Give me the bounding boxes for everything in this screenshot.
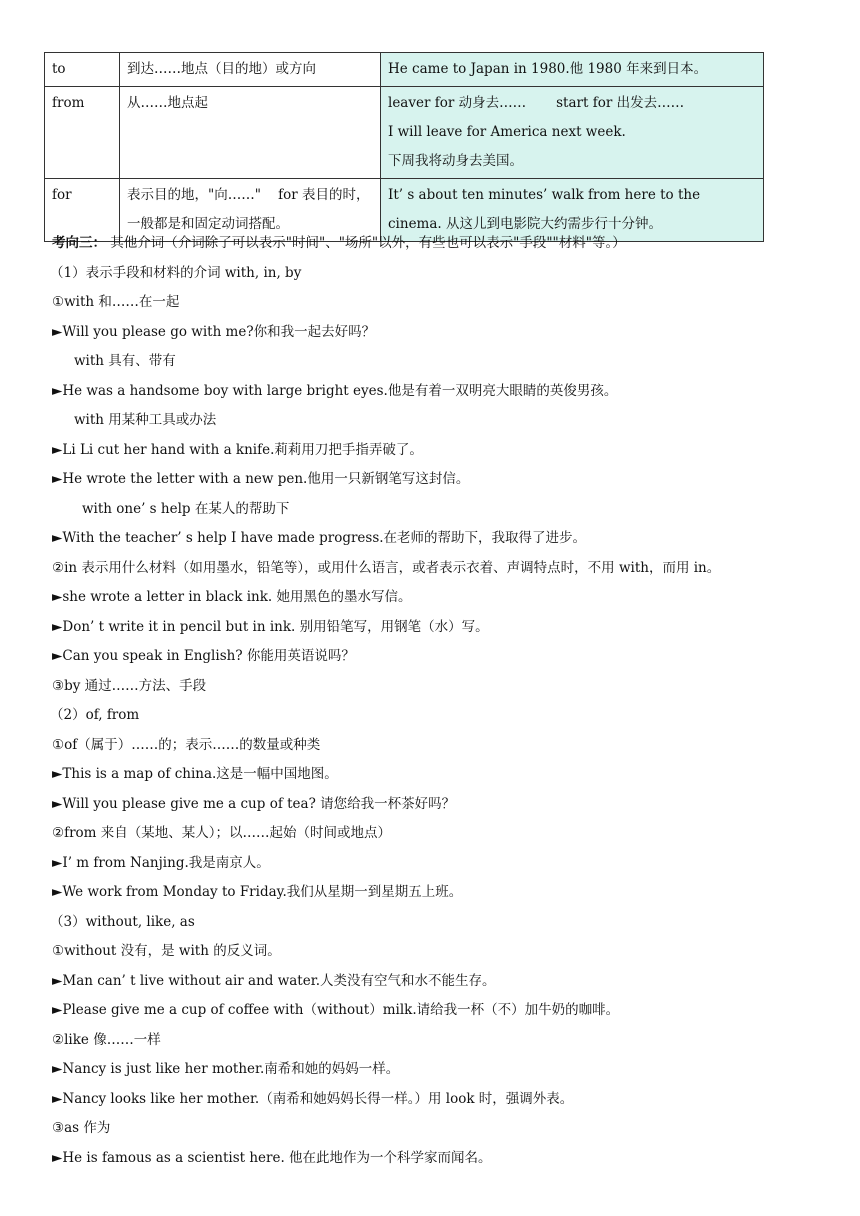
table-row <box>45 53 764 87</box>
section-label: 考向三： <box>52 235 106 251</box>
text-line: with 用某种工具或办法 <box>74 412 217 428</box>
text-line: ►We work from Monday to Friday.我们从星期一到星期五上班。 <box>52 884 463 900</box>
text-line: ►With the teacher’ s help I have made progress.在老师的帮助下，我取得了进步。 <box>52 530 587 546</box>
text-line: ②in 表示用什么材料（如用墨水，铅笔等），或用什么语言，或者表示衣着、声调特点时，不用 with，而用 in。 <box>52 559 721 576</box>
prep-cell: to <box>45 53 120 87</box>
text-line: ►This is a map of china.这是一幅中国地图。 <box>52 766 338 782</box>
text-line: ►Don’ t write it in pencil but in ink. 别用铅笔写，用钢笔（水）写。 <box>52 618 489 635</box>
prep-cell: from <box>45 87 120 179</box>
text-line: ①without 没有，是 with 的反义词。 <box>52 943 281 959</box>
text-line: ►Please give me a cup of coffee with（without）milk.请给我一杯（不）加牛奶的咖啡。 <box>52 1002 620 1018</box>
prep-cell: for <box>45 179 120 242</box>
text-line: ►Will you please give me a cup of tea? 请您给我一杯茶好吗？ <box>52 795 456 812</box>
meaning-cell: 从……地点起 <box>120 87 381 179</box>
text-line: ►Can you speak in English? 你能用英语说吗？ <box>52 648 355 664</box>
text-line: ►He wrote the letter with a new pen.他用一只新钢笔写这封信。 <box>52 471 470 487</box>
text-line: ►Man can’ t live without air and water.人类没有空气和水不能生存。 <box>52 972 496 989</box>
example-line: I will leave for America next week. <box>388 124 626 140</box>
text-line: ►she wrote a letter in black ink. 她用黑色的墨水写信。 <box>52 589 412 605</box>
text-line: （2）of, from <box>50 707 140 723</box>
example-line: It’ s about ten minutes’ walk from here to the cinema. 从这儿到电影院大约需步行十分钟。 <box>388 187 701 232</box>
text-lines <box>52 259 832 1174</box>
text-line: （1）表示手段和材料的介词 with, in, by <box>50 264 302 281</box>
text-line: ►Nancy is just like her mother.南希和她的妈妈一样。 <box>52 1061 400 1077</box>
text-line: ►He is famous as a scientist here. 他在此地作为一个科学家而闻名。 <box>52 1149 492 1166</box>
text-line: ②like 像……一样 <box>52 1031 161 1048</box>
example-line: 下周我将动身去美国。 <box>388 153 523 169</box>
content-body <box>52 229 832 1173</box>
table-row <box>45 87 764 179</box>
text-line: ►Nancy looks like her mother.（南希和她妈妈长得一样。）用 look 时，强调外表。 <box>52 1090 574 1107</box>
example-line: He came to Japan in 1980.他 1980 年来到日本。 <box>388 61 708 77</box>
example-line: leaver for 动身去…… start for 出发去…… <box>388 95 685 111</box>
text-line: ►Will you please go with me?你和我一起去好吗？ <box>52 323 376 340</box>
meaning-cell: 表示目的地，"向……" for 表目的时，一般都是和固定动词搭配。 <box>120 179 381 242</box>
text-line: with 具有、带有 <box>74 353 176 369</box>
example-cell <box>381 53 764 87</box>
text-line: ►Li Li cut her hand with a knife.莉莉用刀把手指弄破了。 <box>52 441 423 458</box>
text-line: ③by 通过……方法、手段 <box>52 677 207 694</box>
text-line: ①with 和……在一起 <box>52 294 180 310</box>
text-line: （3）without, like, as <box>50 913 195 930</box>
text-line: ①of（属于）……的；表示……的数量或种类 <box>52 736 321 753</box>
section-heading <box>52 229 832 259</box>
example-cell <box>381 87 764 179</box>
text-line: ②from 来自（某地、某人）；以……起始（时间或地点） <box>52 825 392 841</box>
section-description: 其他介词（介词除了可以表示"时间"、"场所"以外，有些也可以表示"手段""材料"等。） <box>106 235 626 251</box>
text-line: with one’ s help 在某人的帮助下 <box>82 500 290 517</box>
preposition-table <box>44 52 764 242</box>
text-line: ③as 作为 <box>52 1120 111 1136</box>
meaning-cell: 到达……地点（目的地）或方向 <box>120 53 381 87</box>
text-line: ►I’ m from Nanjing.我是南京人。 <box>52 854 270 871</box>
text-line: ►He was a handsome boy with large bright eyes.他是有着一双明亮大眼睛的英俊男孩。 <box>52 382 618 399</box>
